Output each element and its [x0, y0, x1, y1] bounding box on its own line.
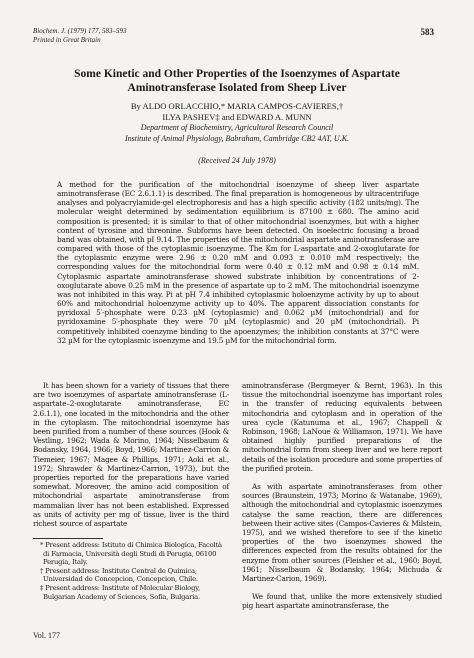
journal-citation: Biochem. J. (1979) 177, 583–593 [33, 27, 127, 35]
body-column-right [242, 381, 442, 611]
abstract: A method for the purification of the mitochondrial isoenzyme of sheep liver aspartate aminotransferase (EC 2.6.1.1) is described. The final preparation is homogeneous by ultracentrifuge analyses and polyacrylamide-gel electrophoresis and has a high specific activity (182 units/mg). The molecular weight determined by sedimentation equilibrium is 87100 ± 680. The amino acid composition is presented; it is similar to that of other mitochondrial isoenzymes, but with a higher content of tyrosine and threonine. Subforms have been detected. On isoelectric focusing a broad band was obtained, with pI 9.14. The properties of the mitochondrial aspartate aminotransferase are compared with those of the cytoplasmic isoenzyme. The Km for L-aspartate and 2-oxoglutarate for the cytoplasmic enzyme were 2.96 ± 0.20 mM and 0.093 ± 0.010 mM respectively; the corresponding values for the mitochondrial form were 0.40 ± 0.12 mM and 0.98 ± 0.14 mM. Cytoplasmic aspartate aminotransferase showed substrate inhibition by concentrations of 2-oxoglutarate above 0.25 mM in the presence of aspartate up to 2 mM. The mitochondrial isoenzyme was not inhibited in this way. Pi at pH 7.4 inhibited cytoplasmic holoenzyme activity by up to about 60% and mitochondrial holoenzyme activity up to 40%. The apparent dissociation constants for pyridoxal 5′-phosphate were 0.23 µM (cytoplasmic) and 0.062 µM (mitochondrial) and for pyridoxamine 5′-phosphate they were 70 µM (cytoplasmic) and 20 µM (mitochondrial). Pi competitively inhibited coenzyme binding to the apoenzymes; the inhibition constants at 37°C were 32 µM for the cytoplasmic isoenzyme and 19.5 µM for the mitochondrial form. [57, 180, 419, 345]
footnote-2: † Present address: Instituto Central de Quimica, Universidad de Concepcion, Concepcion, Chile. [40, 566, 198, 584]
affiliation [40, 123, 434, 144]
running-header [33, 27, 127, 45]
footnote-3: ‡ Present address: Institute of Molecular Biology, Bulgarian Academy of Sciences, Sofia, Bulgaria. [40, 583, 200, 601]
intro-paragraph-2: aminotransferase (Bergmeyer & Bernt, 1963). In this tissue the mitochondrial isoenzyme has important roles in the transfer of reducing equivalents between mitochondria and cytoplasm and in operation of the urea cycle (Katunuma et al., 1967; Chappell & Robinson, 1968; LaNoue & Williamson, 1971). We have obtained highly purified preparations of the mitochondrial form from sheep liver and we here report details of the isolation procedure and some properties of the purified protein. [242, 381, 442, 473]
author-list [40, 101, 434, 123]
volume-label: Vol. 177 [33, 631, 60, 640]
title-line-1: Some Kinetic and Other Properties of the Isoenzymes of Aspartate [74, 68, 400, 80]
page-number: 583 [420, 27, 434, 37]
affiliation-line-2: Institute of Animal Physiology, Babraham, Cambridge CB2 4AT, U.K. [124, 133, 350, 143]
affiliation-line-1: Department of Biochemistry, Agricultural Research Council [140, 123, 334, 132]
intro-paragraph-4: We found that, unlike the more extensively studied pig heart aspartate aminotransferase, the [242, 592, 442, 611]
intro-paragraph-3: As with aspartate aminotransferases from other sources (Braunstein, 1973; Morino & Watanabe, 1969), although the mitochondrial and cytoplasmic isoenzymes catalyse the same reaction, there are differences between their active sites (Campos-Cavieres & Milstein, 1975), and we wished therefore to see if the kinetic properties of the two isoenzymes showed the differences expected from the results obtained for the enzyme from other sources (Fleisher et al., 1960; Boyd, 1961; Nisselbaum & Bodansky, 1964; Michuda & Martinez-Carion, 1969). [242, 482, 442, 584]
printed-in-note: Printed in Great Britain [33, 36, 101, 44]
received-date: (Received 24 July 1978) [198, 156, 276, 165]
authors-line-2: ILYA PASHEV‡ and EDWARD A. MUNN [162, 112, 312, 122]
footnote-1: * Present address: Istituto di Chimica Biologica, Facoltà di Farmacia, Università degli Studi di Perugia, 06100 Perugia, Italy. [40, 541, 222, 567]
body-column-left [33, 381, 229, 528]
footnotes [33, 541, 229, 601]
article-title [40, 67, 434, 95]
authors-line-1: By ALDO ORLACCHIO,* MARIA CAMPOS-CAVIERES,† [130, 101, 344, 111]
intro-paragraph-1: It has been shown for a variety of tissues that there are two isoenzymes of aspartate aminotransferase (L-aspartate–2-oxoglutarate aminotransferase, EC 2.6.1.1), one located in the mitochondria and the other in the cytoplasm. The mitochondrial isoenzyme has been purified from a number of these sources (Hook & Vestling, 1962; Wada & Morino, 1964; Nisselbaum & Bodansky, 1964, 1966; Boyd, 1966; Martinez-Carrion & Tiemeier, 1967; Magee & Phillips, 1971; Aoki et al., 1972; Shrawder & Martinez-Carrion, 1973), but the properties reported for the preparations have varied somewhat. Moreover, the amino acid composition of mitochondrial aspartate aminotransferase from mammalian liver has not been established. Expressed as units of activity per mg of tissue, liver is the third richest source of aspartate [33, 381, 229, 529]
title-line-2: Aminotransferase Isolated from Sheep Liver [127, 82, 347, 94]
footnote-rule [33, 538, 103, 539]
